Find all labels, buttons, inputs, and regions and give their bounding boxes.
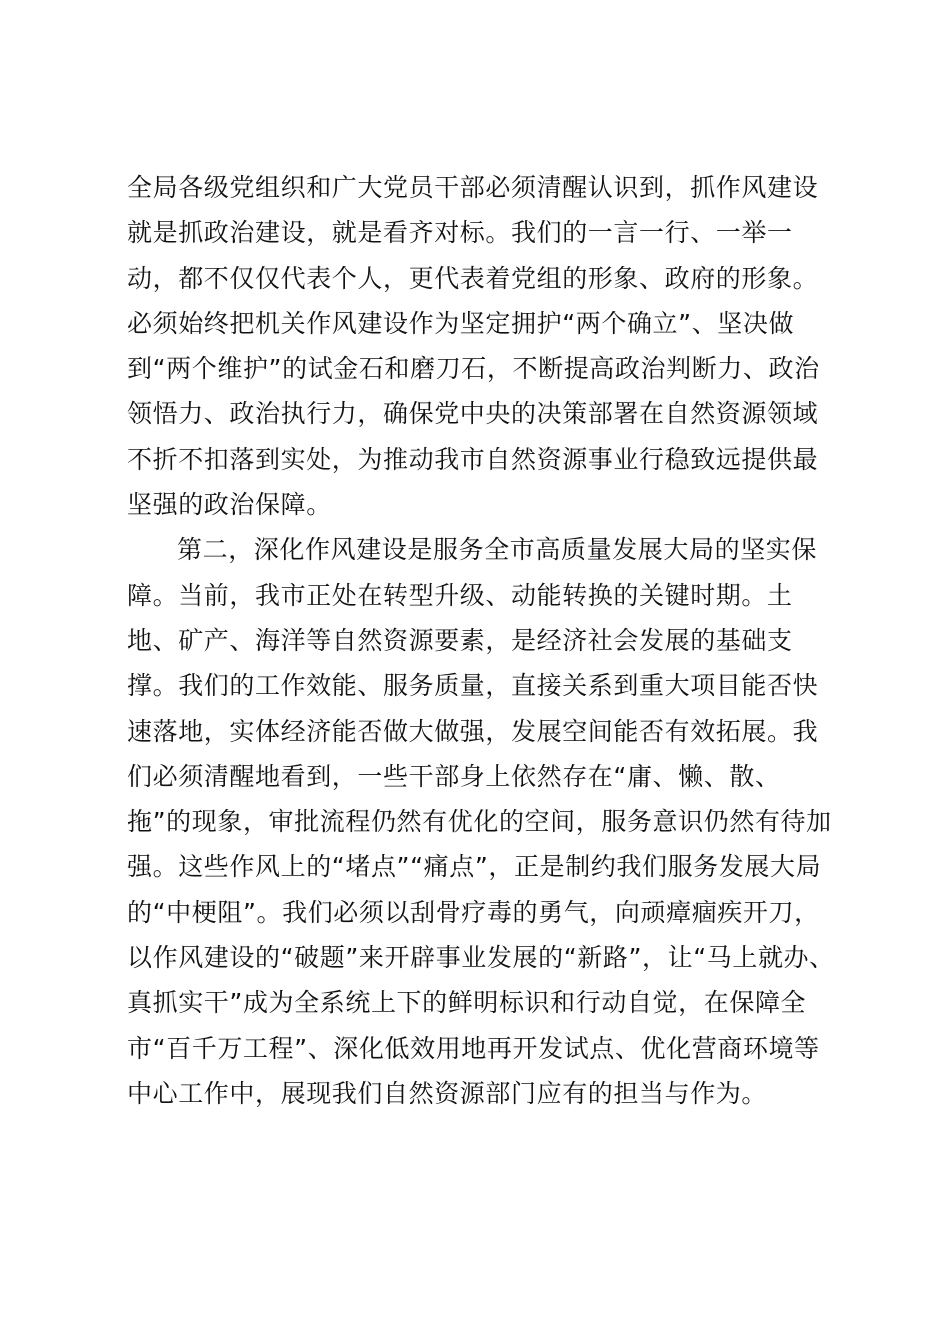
paragraph-2 [127,527,837,1116]
text-line: 到“两个维护”的试金石和磨刀石，不断提高政治判断力、政治 [127,354,820,384]
text-line: 地、矿产、海洋等自然资源要素，是经济社会发展的基础支 [127,625,793,655]
text-line: 坚强的政治保障。 [127,490,332,520]
text-line: 不折不扣落到实处，为推动我市自然资源事业行稳致远提供最 [127,444,819,474]
text-line: 中心工作中，展现我们自然资源部门应有的担当与作为。 [127,1078,768,1108]
text-line: 动，都不仅仅代表个人，更代表着党组的形象、政府的形象。 [127,263,819,293]
text-line: 领悟力、政治执行力，确保党中央的决策部署在自然资源领域 [127,399,819,429]
text-line: 速落地，实体经济能否做大做强，发展空间能否有效拓展。我 [127,716,819,746]
text-line: 的“中梗阻”。我们必须以刮骨疗毒的勇气，向顽瘴痼疾开刀， [127,897,820,927]
document-body [127,165,837,1116]
text-line: 拖”的现象，审批流程仍然有优化的空间，服务意识仍然有待加 [127,807,832,837]
text-line: 们必须清醒地看到，一些干部身上依然存在“庸、懒、散、 [127,761,781,791]
text-line: 必须始终把机关作风建设作为坚定拥护“两个确立”、坚决做 [127,308,795,338]
text-line: 第二，深化作风建设是服务全市高质量发展大局的坚实保 [177,535,818,565]
paragraph-1 [127,165,837,527]
text-line: 真抓实干”成为全系统上下的鲜明标识和行动自觉，在保障全 [127,988,807,1018]
text-line: 全局各级党组织和广大党员干部必须清醒认识到，抓作风建设 [127,173,819,202]
text-line: 市“百千万工程”、深化低效用地再开发试点、优化营商环境等 [127,1033,820,1063]
text-line: 障。当前，我市正处在转型升级、动能转换的关键时期。土 [127,580,793,610]
text-line: 就是抓政治建设，就是看齐对标。我们的一言一行、一举一 [127,218,793,248]
text-line: 以作风建设的“破题”来开辟事业发展的“新路”，让“马上就办、 [127,943,835,973]
text-line: 撑。我们的工作效能、服务质量，直接关系到重大项目能否快 [127,671,819,701]
text-line: 强。这些作风上的“堵点”“痛点”，正是制约我们服务发展大局 [127,852,822,882]
